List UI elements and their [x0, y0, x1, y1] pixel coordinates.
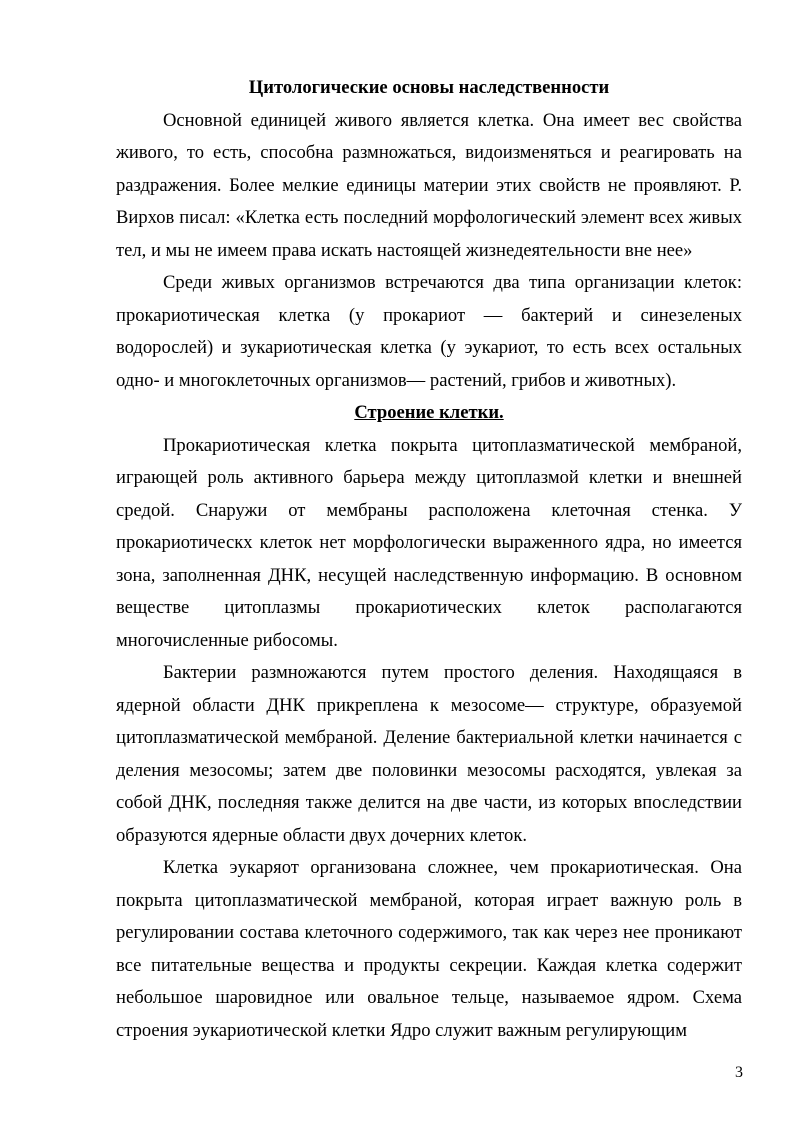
paragraph-intro-2: Среди живых организмов встречаются два типа организации клеток: прокариотическая клетка (у прокариот — бактерий и синезеленых водорослей) и зукариотическая клетка (у эукариот, то есть всех остальных одно- и многоклеточных организмов— растений, грибов и животных). — [116, 272, 742, 391]
paragraph-bacteria-division: Бактерии размножаются путем простого деления. Находящаяся в ядерной области ДНК прикреплена к мезосоме— структуре, образуемой цитоплазматической мембраной. Деление бактериальной клетки начинается с деления мезосомы; затем две половинки мезосомы расходятся, увлекая за собой ДНК, последняя также делится на две части, из которых впоследствии образуются ядерные области двух дочерних клеток. — [116, 662, 742, 846]
page-number: 3 — [735, 1064, 743, 1081]
section-heading: Строение клетки. — [354, 402, 504, 423]
paragraph-prokaryote: Прокариотическая клетка покрыта цитоплазматической мембраной, играющей роль активного барьера между цитоплазмой клетки и внешней средой. Снаружи от мембраны расположена клеточная стенка. У прокариотическх клеток нет морфологически выраженного ядра, но имеется зона, заполненная ДНК, несущей наследственную информацию. В основном веществе цитоплазмы прокариотических клеток располагаются многочисленные рибосомы. — [116, 434, 742, 651]
document-title: Цитологические основы наследственности — [248, 77, 610, 98]
page-content — [116, 72, 742, 1047]
paragraph-intro-1: Основной единицей живого является клетка. Она имеет вес свойства живого, то есть, способна размножаться, видоизменяться и реагировать на раздражения. Более мелкие единицы материи этих свойств не проявляют. Р. Вирхов писал: «Клетка есть последний морфологический элемент всех живых тел, и мы не имеем права искать настоящей жизнедеятельности вне нее» — [116, 109, 742, 261]
paragraph-eukaryote: Клетка эукаряот организована сложнее, чем прокариотическая. Она покрыта цитоплазматической мембраной, которая играет важную роль в регулировании состава клеточного содержимого, так как через нее проникают все питательные вещества и продукты секреции. Каждая клетка содержит небольшое шаровидное или овальное тельце, называемое ядром. Схема строения эукариотической клетки Ядро служит важным регулирующим — [116, 857, 742, 1041]
